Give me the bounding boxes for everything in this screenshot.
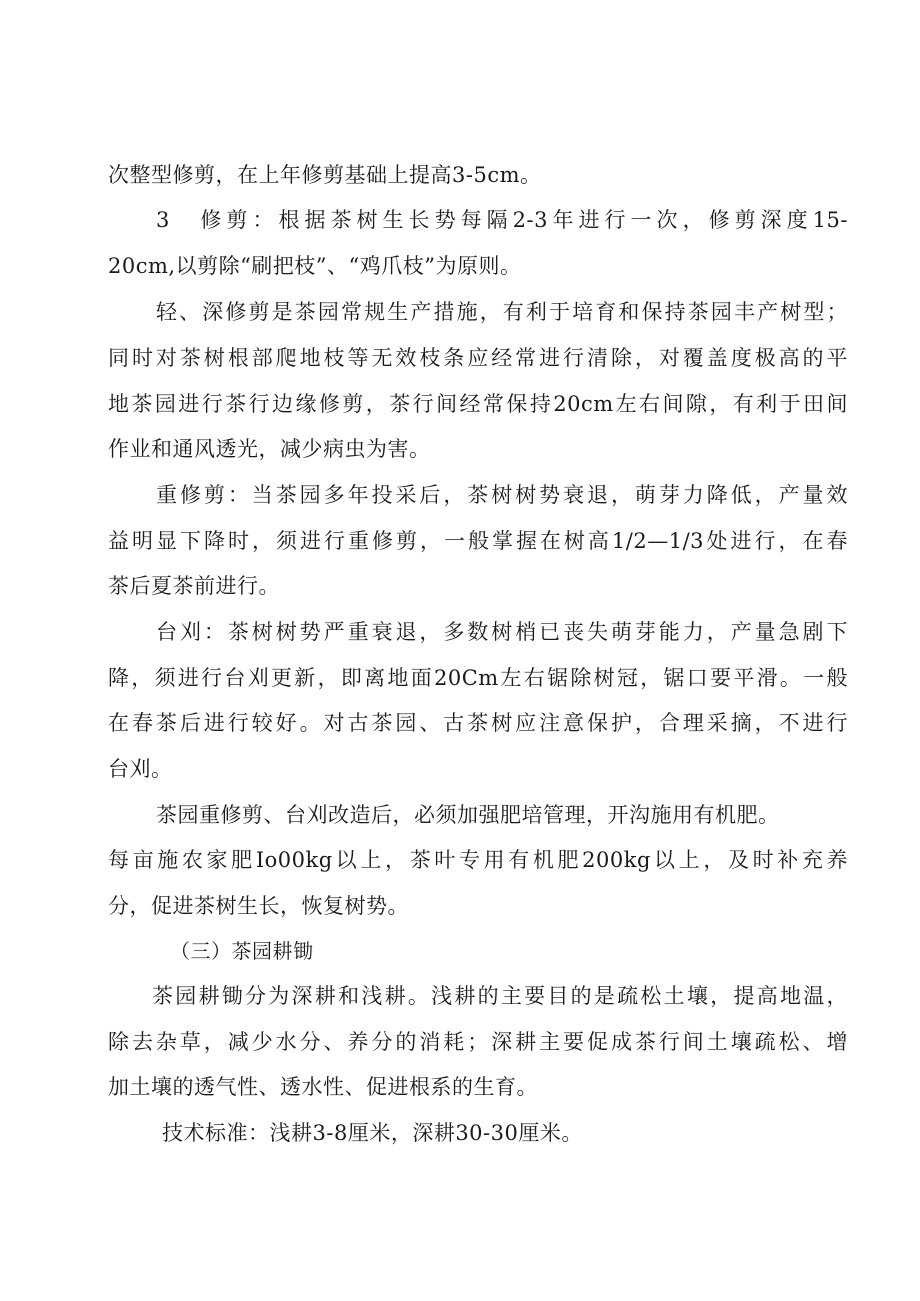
text-line: 20cm,以剪除“刷把枝”、“鸡爪枝”为原则。 bbox=[108, 254, 522, 278]
text-line: 重修剪：当茶园多年投采后，茶树树势衰退，萌芽力降低，产量效 bbox=[156, 483, 848, 507]
text-line: 每亩施农家肥Io00kg以上，茶叶专用有机肥200kg以上，及时补充养 bbox=[108, 848, 848, 872]
text-line: 在春茶后进行较好。对古茶园、古茶树应注意保护，合理采摘，不进行 bbox=[108, 711, 848, 735]
text-line: 地茶园进行茶行边缘修剪，茶行间经常保持20cm左右间隙，有利于田间 bbox=[108, 392, 848, 416]
text-line: 除去杂草，减少水分、养分的消耗；深耕主要促成茶行间土壤疏松、增 bbox=[108, 1030, 848, 1054]
text-line: 轻、深修剪是茶园常规生产措施，有利于培育和保持茶园丰产树型； bbox=[156, 300, 848, 324]
text-line: 技术标准：浅耕3-8厘米，深耕30-30厘米。 bbox=[162, 1121, 583, 1145]
text-line: 茶园重修剪、台刈改造后，必须加强肥培管理，开沟施用有机肥。 bbox=[156, 803, 780, 827]
text-line: 台刈：茶树树势严重衰退，多数树梢已丧失萌芽能力，产量急剧下 bbox=[156, 620, 848, 644]
text-line: 台刈。 bbox=[108, 757, 173, 781]
text-line: 同时对茶树根部爬地枝等无效枝条应经常进行清除，对覆盖度极高的平 bbox=[108, 346, 848, 370]
text-line: 3 修剪：根据茶树生长势每隔2-3年进行一次，修剪深度15- bbox=[156, 208, 848, 232]
text-line: 作业和通风透光，减少病虫为害。 bbox=[108, 437, 431, 461]
text-line: 降，须进行台刈更新，即离地面20Cm左右锯除树冠，锯口要平滑。一般 bbox=[108, 666, 848, 690]
text-line: 次整型修剪，在上年修剪基础上提高3-5cm。 bbox=[108, 163, 542, 187]
text-line: 分，促进茶树生长，恢复树势。 bbox=[108, 894, 409, 918]
text-line: 茶园耕锄分为深耕和浅耕。浅耕的主要目的是疏松土壤，提高地温， bbox=[152, 984, 848, 1008]
text-line: 加土壤的透气性、透水性、促进根系的生育。 bbox=[108, 1075, 538, 1099]
text-line: 益明显下降时，须进行重修剪，一般掌握在树高1/2—1/3处进行，在春 bbox=[108, 529, 848, 553]
section-heading: （三）茶园耕锄 bbox=[170, 939, 314, 963]
text-line: 茶后夏茶前进行。 bbox=[108, 574, 280, 598]
